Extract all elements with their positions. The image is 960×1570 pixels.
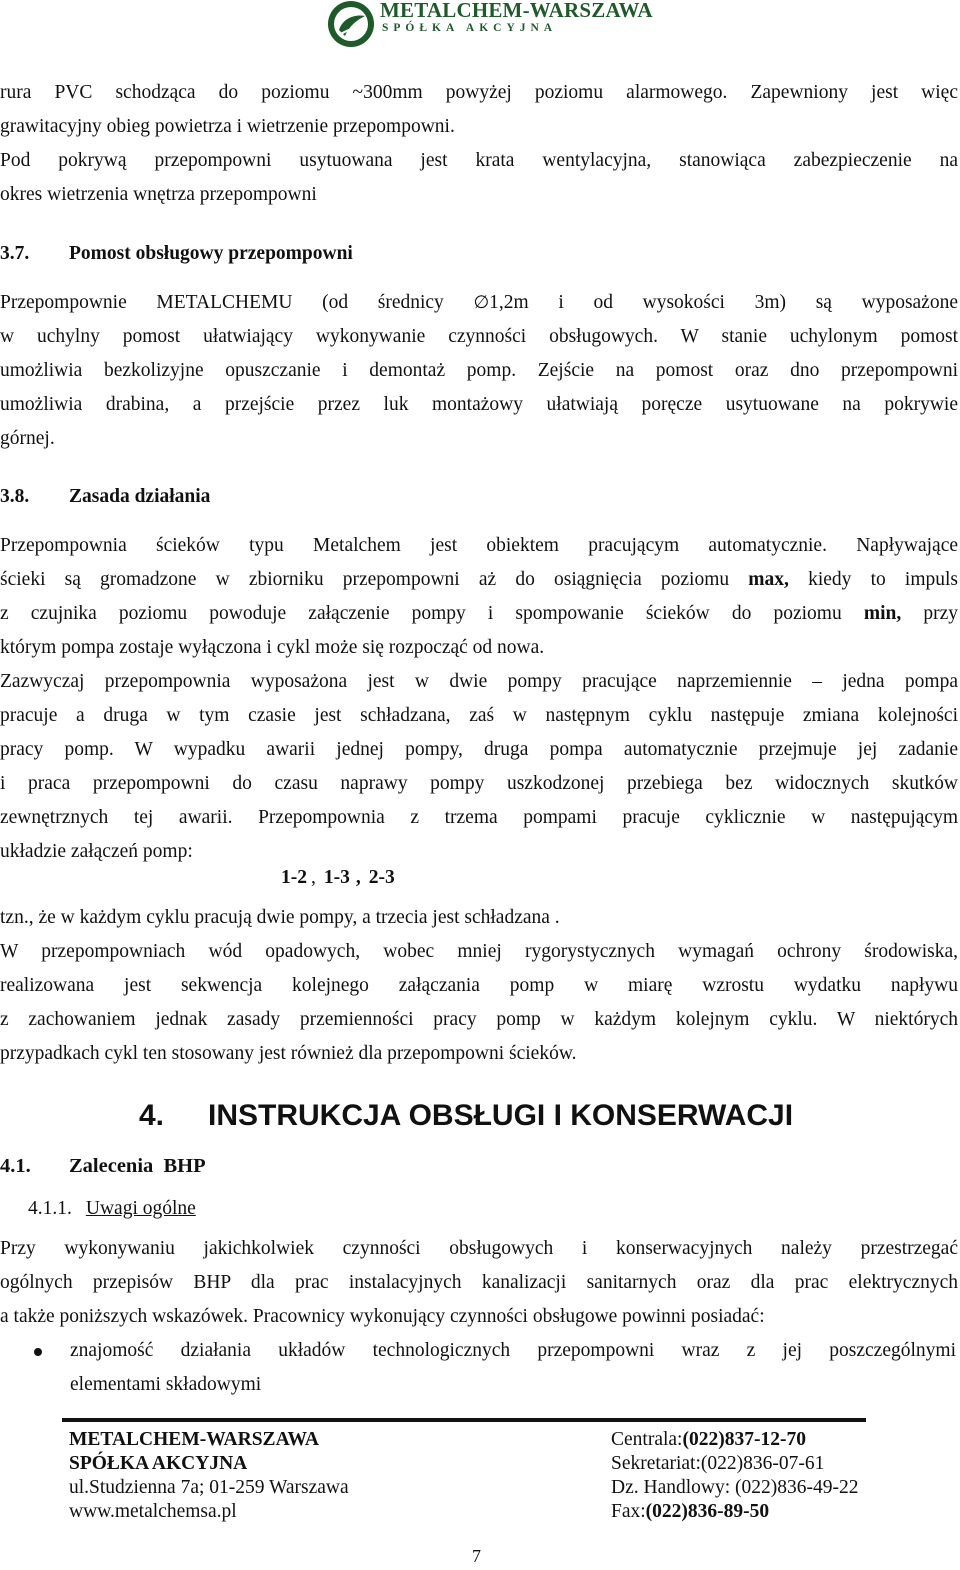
footer-divider: [62, 1418, 866, 1422]
page-number: 7: [472, 1546, 481, 1566]
text-line: układzie załączeń pomp:: [0, 841, 193, 862]
text-fragment: ścieki są gromadzone w zbiorniku przepompowni aż do osiągnięcia poziomu: [0, 569, 749, 590]
centrala-label: Centrala:: [611, 1429, 683, 1450]
text-line: realizowana jest sekwencja kolejnego załączania pomp w miarę wzrostu wydatku napływu: [0, 975, 958, 996]
centrala-number: (022)837-12-70: [682, 1429, 806, 1450]
footer-contact-block: [611, 1428, 859, 1524]
bold-min: min,: [863, 603, 902, 624]
footer-website: www.metalchemsa.pl: [69, 1501, 237, 1522]
text-line: Pod pokrywą przepompowni usytuowana jest krata wentylacyjna, stanowiąca zabezpieczenie na: [0, 150, 958, 171]
chapter-heading-4: [139, 1094, 793, 1138]
footer-handlowy: Dz. Handlowy: (022)836-49-22: [611, 1477, 859, 1498]
text-line: [0, 286, 958, 320]
text-line: [0, 563, 958, 597]
text-line: okres wietrzenia wnętrza przepompowni: [0, 184, 317, 205]
text-line: a także poniższych wskazówek. Pracownicy wykonujący czynności obsługowe powinni posiadać:: [0, 1306, 765, 1327]
header-company-name: METALCHEM-WARSZAWA: [380, 0, 653, 22]
text-line: tzn., że w każdym cyklu pracują dwie pompy, a trzecia jest schładzana .: [0, 907, 560, 928]
section-title: Zasada działania: [69, 486, 211, 507]
footer-sekretariat: Sekretariat:(022)836-07-61: [611, 1453, 825, 1474]
bullet-icon: [34, 1348, 42, 1356]
section-heading-4-1: [0, 1155, 206, 1178]
chapter-number: 4.: [139, 1099, 165, 1132]
footer-company-sub: SPÓŁKA AKCYJNA: [69, 1453, 248, 1474]
combo-item: 1-3: [323, 867, 350, 888]
text-line: z zachowaniem jednak zasady przemienności pracy pomp w każdym kolejnym cyklu. W niektórych: [0, 1009, 958, 1030]
text-line: którym pompa zostaje wyłączona i cykl może się rozpocząć od nowa.: [0, 637, 545, 658]
subsection-title: Uwagi ogólne: [85, 1198, 196, 1219]
text-line: umożliwia bezkolizyjne opuszczanie i demontaż pomp. Zejście na pomost oraz dno przepompowni: [0, 360, 958, 381]
diameter-symbol-icon: ∅: [473, 292, 490, 313]
pump-combinations: [281, 867, 395, 889]
text-fragment: przy: [901, 603, 958, 624]
footer-fax: [611, 1500, 859, 1524]
subsection-heading-4-1-1: [28, 1198, 196, 1220]
fax-number: (022)836-89-50: [645, 1501, 770, 1522]
text-fragment: Przepompownie METALCHEMU (od średnicy: [0, 292, 474, 313]
text-line: W przepompowniach wód opadowych, wobec mniej rygorystycznych wymagań ochrony środowiska,: [0, 941, 958, 962]
text-line: [0, 597, 958, 631]
footer-company-block: [69, 1428, 349, 1524]
combo-item: 2-3: [368, 867, 395, 888]
text-line: Przy wykonywaniu jakichkolwiek czynności obsługowych i konserwacyjnych należy przestrzegać: [0, 1238, 958, 1259]
combo-separator: ,: [355, 867, 361, 888]
page-header: [0, 0, 960, 52]
footer-company-name: METALCHEM-WARSZAWA: [69, 1429, 319, 1450]
section-heading-3-7: [0, 243, 353, 265]
bullet-line: znajomość działania układów technologicznych przepompowni wraz z jej poszczególnymi: [70, 1340, 956, 1361]
text-line: przypadkach cykl ten stosowany jest również dla przepompowni ścieków.: [0, 1043, 577, 1064]
header-company-sub: SPÓŁKA AKCYJNA: [382, 22, 558, 34]
text-fragment: kiedy to impuls: [788, 569, 958, 590]
section-title: Pomost obsługowy przepompowni: [69, 243, 353, 264]
text-line: Przepompownia ścieków typu Metalchem jest obiektem pracującym automatycznie. Napływające: [0, 535, 958, 556]
text-line: grawitacyjny obieg powietrza i wietrzenie przepompowni.: [0, 116, 455, 137]
text-fragment: z czujnika poziomu powoduje załączenie pompy i spompowanie ścieków do poziomu: [0, 603, 864, 624]
chapter-title: INSTRUKCJA OBSŁUGI I KONSERWACJI: [208, 1099, 794, 1132]
section-heading-3-8: [0, 486, 210, 508]
text-line: zewnętrznych tej awarii. Przepompownia z trzema pompami pracuje cyklicznie w następującym: [0, 807, 958, 828]
text-line: ogólnych przepisów BHP dla prac instalacyjnych kanalizacji sanitarnych oraz dla prac elektrycznych: [0, 1272, 958, 1293]
fax-label: Fax:: [611, 1501, 646, 1522]
text-fragment: 1,2m i od wysokości 3m) są wyposażone: [489, 292, 958, 313]
text-line: umożliwia drabina, a przejście przez luk montażowy ułatwiają poręcze usytuowane na pokrywie: [0, 394, 958, 415]
section-number: 3.7.: [0, 243, 30, 264]
company-logo-icon: [327, 0, 375, 48]
text-line: i praca przepompowni do czasu naprawy pompy uszkodzonej przebiega bez widocznych skutków: [0, 773, 958, 794]
footer-address: ul.Studzienna 7a; 01-259 Warszawa: [69, 1477, 349, 1498]
combo-item: 1-2: [281, 867, 307, 888]
text-line: pracy pomp. W wypadku awarii jednej pompy, druga pompa automatycznie przejmuje jej zadanie: [0, 739, 958, 760]
combo-separator: ,: [311, 867, 316, 888]
section-title: Zalecenia BHP: [69, 1155, 206, 1177]
text-line: górnej.: [0, 428, 55, 449]
bold-max: max,: [748, 569, 789, 590]
text-line: Zazwyczaj przepompownia wyposażona jest w dwie pompy pracujące naprzemiennie – jedna pompa: [0, 671, 958, 692]
bullet-line: elementami składowymi: [70, 1374, 262, 1395]
text-line: rura PVC schodząca do poziomu ~300mm powyżej poziomu alarmowego. Zapewniony jest więc: [0, 82, 958, 103]
section-number: 4.1.: [0, 1155, 31, 1177]
text-line: w uchylny pomost ułatwiający wykonywanie czynności obsługowych. W stanie uchylonym pomost: [0, 326, 958, 347]
text-line: pracuje a druga w tym czasie jest schładzana, zaś w następnym cyklu następuje zmiana kolejności: [0, 705, 958, 726]
footer-centrala: [611, 1428, 859, 1452]
subsection-number: 4.1.1.: [28, 1198, 72, 1219]
section-number: 3.8.: [0, 486, 30, 507]
